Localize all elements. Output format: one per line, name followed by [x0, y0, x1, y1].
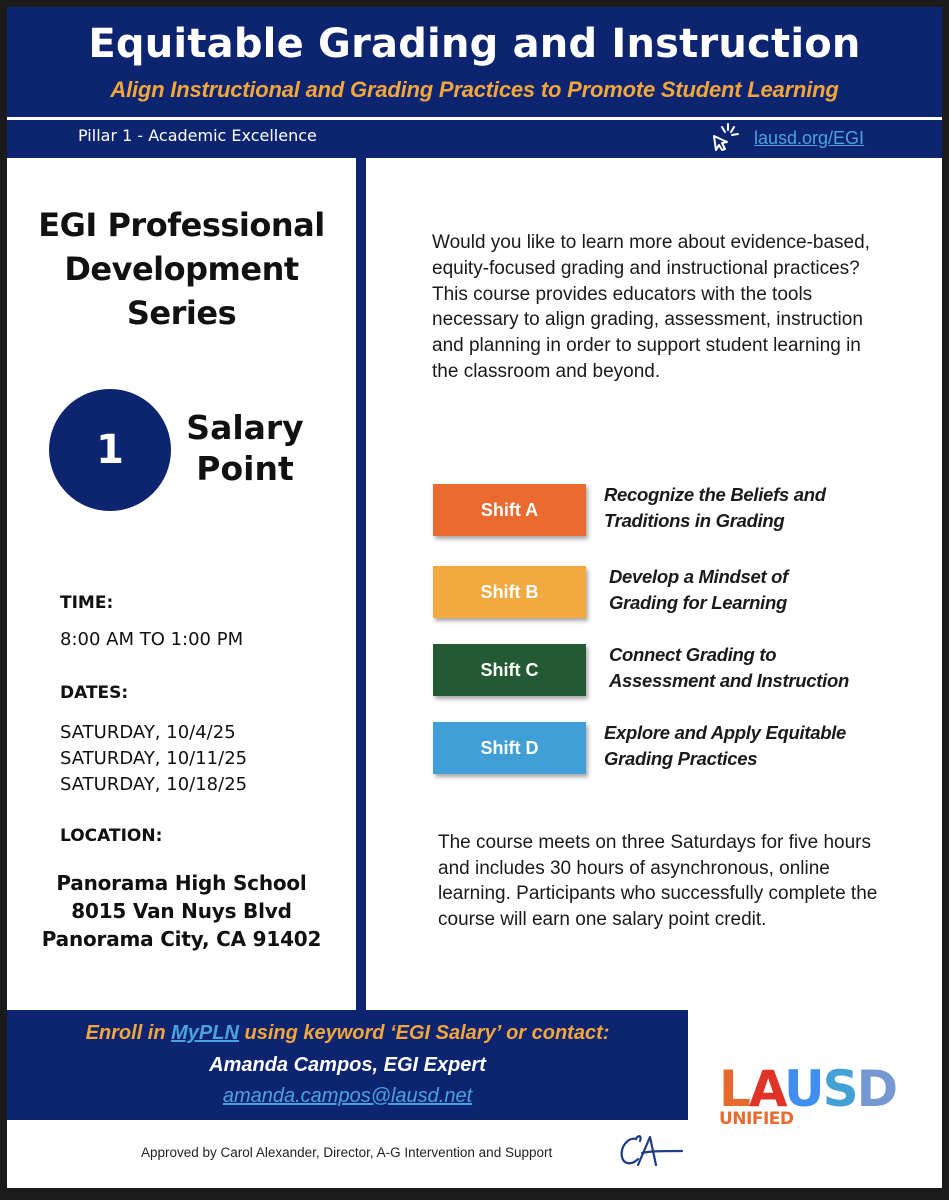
date-item: SATURDAY, 10/4/25 [60, 722, 236, 743]
shift-row-d [433, 722, 893, 776]
shift-b-badge: Shift B [433, 566, 586, 618]
page-title: Equitable Grading and Instruction [88, 21, 861, 67]
enroll-banner [7, 1010, 688, 1120]
contact-email-link[interactable]: amanda.campos@lausd.net [222, 1085, 473, 1107]
logo-letter: S [822, 1060, 857, 1118]
mypln-link[interactable]: MyPLN [171, 1022, 239, 1044]
shift-c-badge: Shift C [433, 644, 586, 696]
series-title [7, 203, 356, 335]
logo-letter: L [719, 1060, 749, 1118]
location-line: Panorama City, CA 91402 [41, 927, 322, 951]
logo-letter: A [748, 1060, 785, 1118]
location-address [7, 869, 356, 953]
closing-paragraph: The course meets on three Saturdays for five hours and includes 30 hours of asynchronous, online learning. Participants who successfully complete the course will earn one salary point credit. [438, 832, 878, 930]
dates-list [60, 720, 247, 798]
shift-description-line: Grading Practices [604, 748, 758, 769]
shift-description-line: Grading for Learning [609, 592, 787, 613]
website-link-group[interactable] [708, 122, 864, 154]
shift-d-description [604, 720, 894, 772]
shift-description-line: Recognize the Beliefs and [604, 484, 826, 505]
time-value: 8:00 AM TO 1:00 PM [60, 629, 244, 650]
lausd-unified-text: UNIFIED [719, 1109, 794, 1129]
shift-description-line: Assessment and Instruction [609, 670, 849, 691]
location-line: Panorama High School [56, 871, 307, 895]
shift-description-line: Explore and Apply Equitable [604, 722, 847, 743]
shift-a-description [604, 482, 894, 534]
page-subtitle: Align Instructional and Grading Practices to Promote Student Learning [110, 77, 839, 102]
flyer-page [7, 7, 942, 1188]
shift-row-a [433, 484, 893, 538]
date-item: SATURDAY, 10/18/25 [60, 774, 248, 795]
shift-row-b [433, 566, 893, 620]
salary-point-label [175, 407, 315, 489]
series-title-line: Series [126, 294, 237, 332]
enroll-instructions [7, 1022, 688, 1045]
shift-description-line: Develop a Mindset of [609, 566, 789, 587]
signature-icon [616, 1129, 686, 1173]
shift-description-line: Traditions in Grading [604, 510, 785, 531]
series-title-line: Development [64, 250, 299, 288]
salary-point-line: Point [196, 449, 294, 488]
header-banner [7, 7, 942, 158]
intro-paragraph: Would you like to learn more about evidence-based, equity-focused grading and instructional practices? This course provides educators with the tools necessary to align grading, assessment, instruction and planning in order to support student learning in the classroom and beyond. [432, 232, 870, 382]
approval-note: Approved by Carol Alexander, Director, A-G Intervention and Support [141, 1145, 553, 1160]
header-divider [7, 117, 942, 120]
shift-b-description [609, 564, 899, 616]
location-line: 8015 Van Nuys Blvd [71, 899, 292, 923]
website-link[interactable]: lausd.org/EGI [754, 127, 865, 148]
logo-letter: D [856, 1060, 897, 1118]
dates-label: DATES: [60, 683, 129, 703]
enroll-suffix: using keyword ‘EGI Salary’ or contact: [238, 1022, 610, 1044]
click-cursor-icon [708, 122, 742, 154]
series-title-line: EGI Professional [38, 206, 325, 244]
location-label: LOCATION: [60, 826, 163, 846]
date-item: SATURDAY, 10/11/25 [60, 748, 248, 769]
salary-point-line: Salary [186, 408, 304, 447]
lausd-logo [719, 1060, 929, 1137]
salary-point-badge: 1 [49, 389, 171, 511]
contact-name: Amanda Campos, EGI Expert [209, 1054, 486, 1076]
shift-row-c [433, 644, 893, 698]
shift-description-line: Connect Grading to [609, 644, 777, 665]
enroll-prefix: Enroll in [85, 1022, 172, 1044]
pillar-label: Pillar 1 - Academic Excellence [78, 126, 317, 145]
column-divider [356, 158, 366, 1010]
shift-a-badge: Shift A [433, 484, 586, 536]
shift-d-badge: Shift D [433, 722, 586, 774]
logo-letter: U [784, 1060, 823, 1118]
time-label: TIME: [60, 593, 114, 613]
shift-c-description [609, 642, 899, 694]
